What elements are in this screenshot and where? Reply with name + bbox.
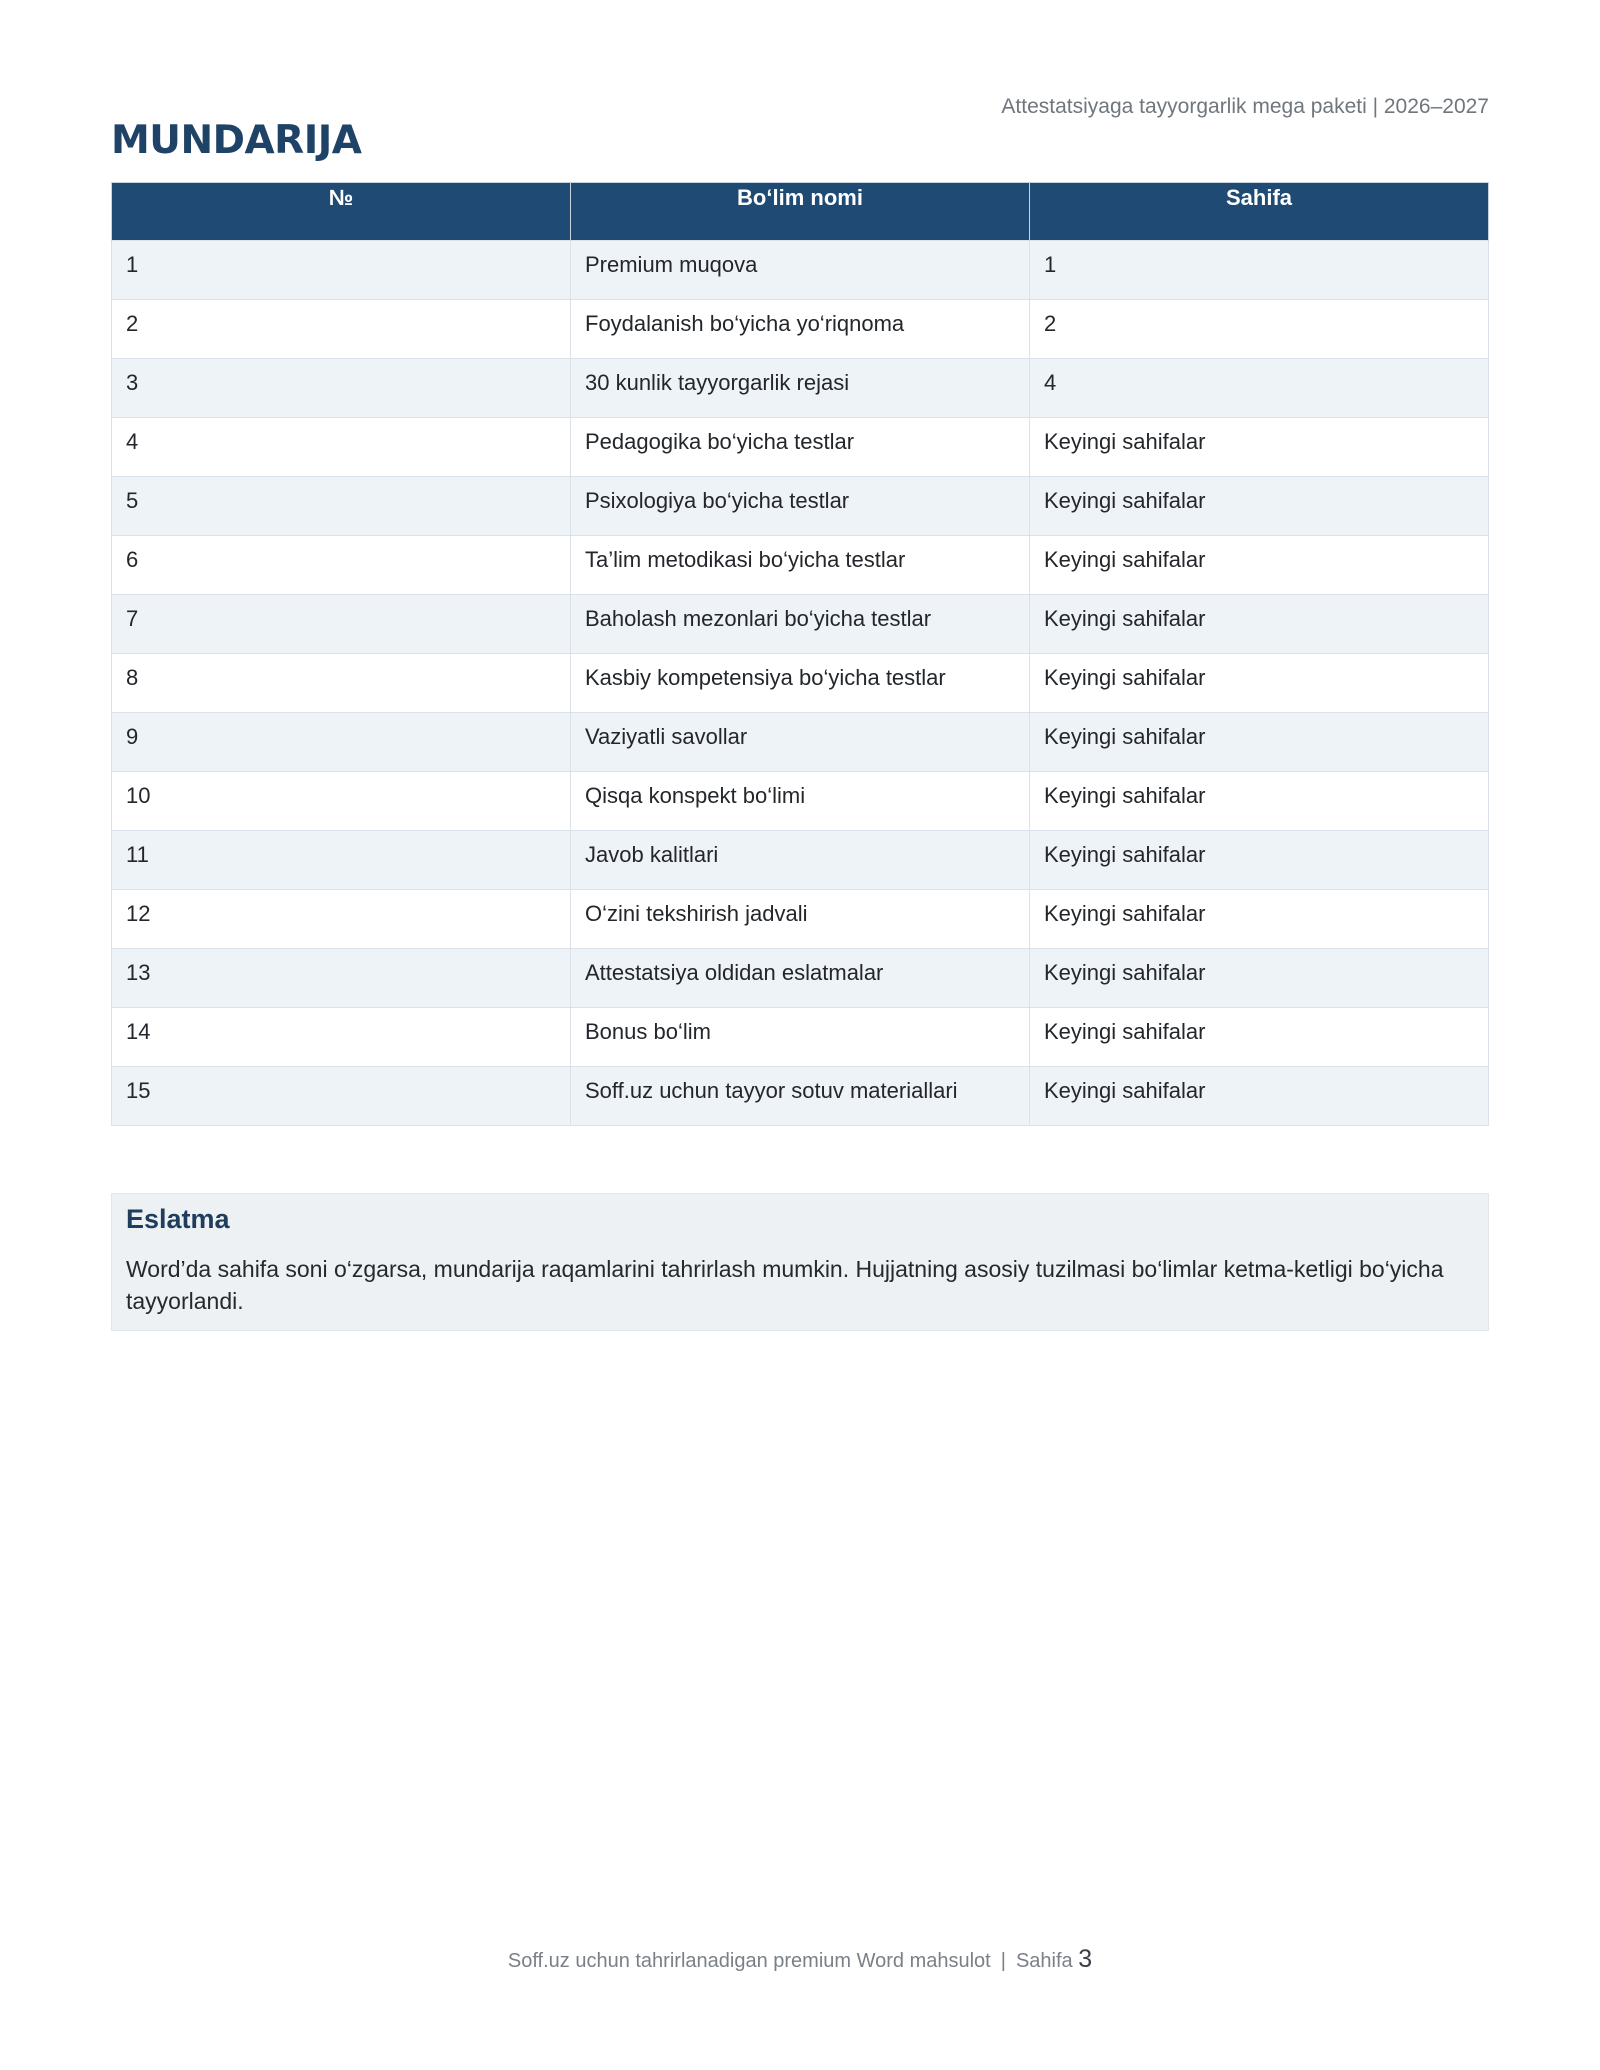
table-row — [112, 595, 1489, 654]
row-number: 5 — [112, 477, 571, 536]
table-row — [112, 359, 1489, 418]
table-row — [112, 300, 1489, 359]
table-row — [112, 654, 1489, 713]
table-row — [112, 241, 1489, 300]
row-page: Keyingi sahifalar — [1030, 477, 1489, 536]
row-page: 2 — [1030, 300, 1489, 359]
page-title: MUNDARIJA — [111, 118, 362, 163]
row-page: Keyingi sahifalar — [1030, 831, 1489, 890]
table-row — [112, 890, 1489, 949]
row-page: Keyingi sahifalar — [1030, 772, 1489, 831]
row-section-name: Vaziyatli savollar — [571, 713, 1030, 772]
row-number: 4 — [112, 418, 571, 477]
row-number: 10 — [112, 772, 571, 831]
note-title: Eslatma — [126, 1204, 230, 1234]
footer-page-label: Sahifa — [1015, 1950, 1073, 1972]
row-page: Keyingi sahifalar — [1030, 536, 1489, 595]
table-row — [112, 713, 1489, 772]
row-section-name: Baholash mezonlari bo‘yicha testlar — [571, 595, 1030, 654]
row-section-name: Ta’lim metodikasi bo‘yicha testlar — [571, 536, 1030, 595]
row-page: 1 — [1030, 241, 1489, 300]
footer-text: Soff.uz uchun tahrirlanadigan premium Word mahsulot — [507, 1950, 991, 1972]
row-number: 12 — [112, 890, 571, 949]
footer-separator: | — [1000, 1950, 1006, 1972]
row-number: 13 — [112, 949, 571, 1008]
row-number: 14 — [112, 1008, 571, 1067]
row-page: Keyingi sahifalar — [1030, 1008, 1489, 1067]
column-header-section-name: Bo‘lim nomi — [571, 183, 1030, 241]
row-section-name: Kasbiy kompetensiya bo‘yicha testlar — [571, 654, 1030, 713]
row-page: Keyingi sahifalar — [1030, 595, 1489, 654]
row-number: 9 — [112, 713, 571, 772]
row-number: 11 — [112, 831, 571, 890]
page-footer — [0, 1945, 1600, 1974]
table-body — [112, 241, 1489, 1126]
table-row — [112, 772, 1489, 831]
table-row — [112, 949, 1489, 1008]
table-row — [112, 831, 1489, 890]
row-page: Keyingi sahifalar — [1030, 418, 1489, 477]
row-number: 2 — [112, 300, 571, 359]
row-number: 6 — [112, 536, 571, 595]
row-section-name: Pedagogika bo‘yicha testlar — [571, 418, 1030, 477]
row-section-name: Psixologiya bo‘yicha testlar — [571, 477, 1030, 536]
column-header-number: № — [112, 183, 571, 241]
table-row — [112, 536, 1489, 595]
table-header-row — [112, 183, 1489, 241]
row-section-name: Qisqa konspekt bo‘limi — [571, 772, 1030, 831]
row-page: Keyingi sahifalar — [1030, 713, 1489, 772]
table-of-contents — [111, 182, 1489, 1126]
row-page: 4 — [1030, 359, 1489, 418]
row-section-name: Premium muqova — [571, 241, 1030, 300]
row-section-name: Soff.uz uchun tayyor sotuv materiallari — [571, 1067, 1030, 1126]
running-header: Attestatsiyaga tayyorgarlik mega paketi | 2026–2027 — [1001, 95, 1489, 118]
row-number: 15 — [112, 1067, 571, 1126]
row-page: Keyingi sahifalar — [1030, 949, 1489, 1008]
column-header-page: Sahifa — [1030, 183, 1489, 241]
row-section-name: O‘zini tekshirish jadvali — [571, 890, 1030, 949]
row-number: 7 — [112, 595, 571, 654]
row-number: 8 — [112, 654, 571, 713]
row-section-name: Bonus bo‘lim — [571, 1008, 1030, 1067]
table-row — [112, 477, 1489, 536]
row-number: 1 — [112, 241, 571, 300]
table-row — [112, 1008, 1489, 1067]
row-section-name: 30 kunlik tayyorgarlik rejasi — [571, 359, 1030, 418]
table-row — [112, 418, 1489, 477]
row-section-name: Foydalanish bo‘yicha yo‘riqnoma — [571, 300, 1030, 359]
row-page: Keyingi sahifalar — [1030, 890, 1489, 949]
row-number: 3 — [112, 359, 571, 418]
row-page: Keyingi sahifalar — [1030, 654, 1489, 713]
note-text: Word’da sahifa soni o‘zgarsa, mundarija raqamlarini tahrirlash mumkin. Hujjatning asosiy tuzilmasi bo‘limlar ketma-ketligi bo‘yicha tayyorlandi. — [126, 1256, 1444, 1314]
note-box — [111, 1193, 1489, 1331]
row-section-name: Attestatsiya oldidan eslatmalar — [571, 949, 1030, 1008]
row-section-name: Javob kalitlari — [571, 831, 1030, 890]
row-page: Keyingi sahifalar — [1030, 1067, 1489, 1126]
footer-page-number: 3 — [1078, 1945, 1093, 1973]
table-row — [112, 1067, 1489, 1126]
